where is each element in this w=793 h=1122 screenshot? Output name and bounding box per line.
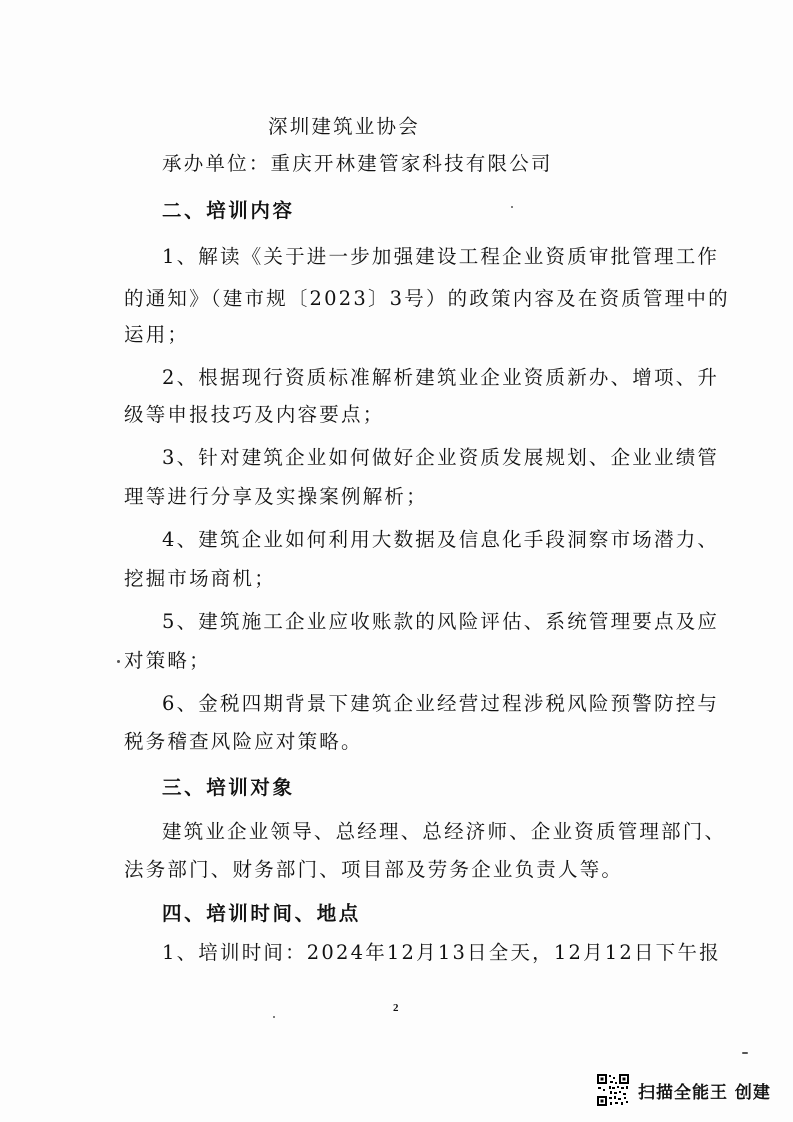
item6-line2: 税务稽查风险应对策略。 — [124, 730, 363, 753]
section4-heading: 四、培训时间、地点 — [162, 902, 361, 925]
scan-speck — [511, 206, 513, 208]
item6-line1: 6、金税四期背景下建筑企业经营过程涉税风险预警防控与 — [162, 692, 720, 715]
organizer-line: 承办单位：重庆开林建管家科技有限公司 — [162, 152, 553, 175]
item5-line1: 5、建筑施工企业应收账款的风险评估、系统管理要点及应 — [162, 610, 720, 633]
item4-line1: 4、建筑企业如何利用大数据及信息化手段洞察市场潜力、 — [162, 528, 720, 551]
item3-line1: 3、针对建筑企业如何做好企业资质发展规划、企业业绩管 — [162, 446, 720, 469]
item5-line2: 对策略； — [124, 649, 211, 672]
item1-line3: 运用； — [124, 323, 190, 346]
section3-heading: 三、培训对象 — [162, 776, 295, 799]
page-number: 2 — [393, 1002, 399, 1014]
org-line: 深圳建筑业协会 — [268, 115, 420, 138]
qr-code-icon — [596, 1073, 630, 1107]
scan-speck — [273, 1016, 275, 1018]
time-line: 1、培训时间：2024年12月13日全天，12月12日下午报 — [162, 941, 721, 964]
scanner-watermark — [596, 1070, 771, 1110]
section2-heading: 二、培训内容 — [162, 199, 295, 222]
item1-line1: 1、解读《关于进一步加强建设工程企业资质审批管理工作 — [162, 245, 720, 268]
item4-line2: 挖掘市场商机； — [124, 567, 276, 590]
audience-line1: 建筑业企业领导、总经理、总经济师、企业资质管理部门、 — [162, 820, 727, 843]
item2-line1: 2、根据现行资质标准解析建筑业企业资质新办、增项、升 — [162, 366, 720, 389]
watermark-label: 扫描全能王 创建 — [638, 1082, 771, 1103]
scan-speck — [742, 1052, 748, 1054]
scan-speck — [117, 660, 120, 663]
item1-line2: 的通知》（建市规〔2023〕3号）的政策内容及在资质管理中的 — [124, 287, 730, 310]
item3-line2: 理等进行分享及实操案例解析； — [124, 485, 428, 508]
audience-line2: 法务部门、财务部门、项目部及劳务企业负责人等。 — [124, 858, 624, 881]
item2-line2: 级等申报技巧及内容要点； — [124, 403, 385, 426]
